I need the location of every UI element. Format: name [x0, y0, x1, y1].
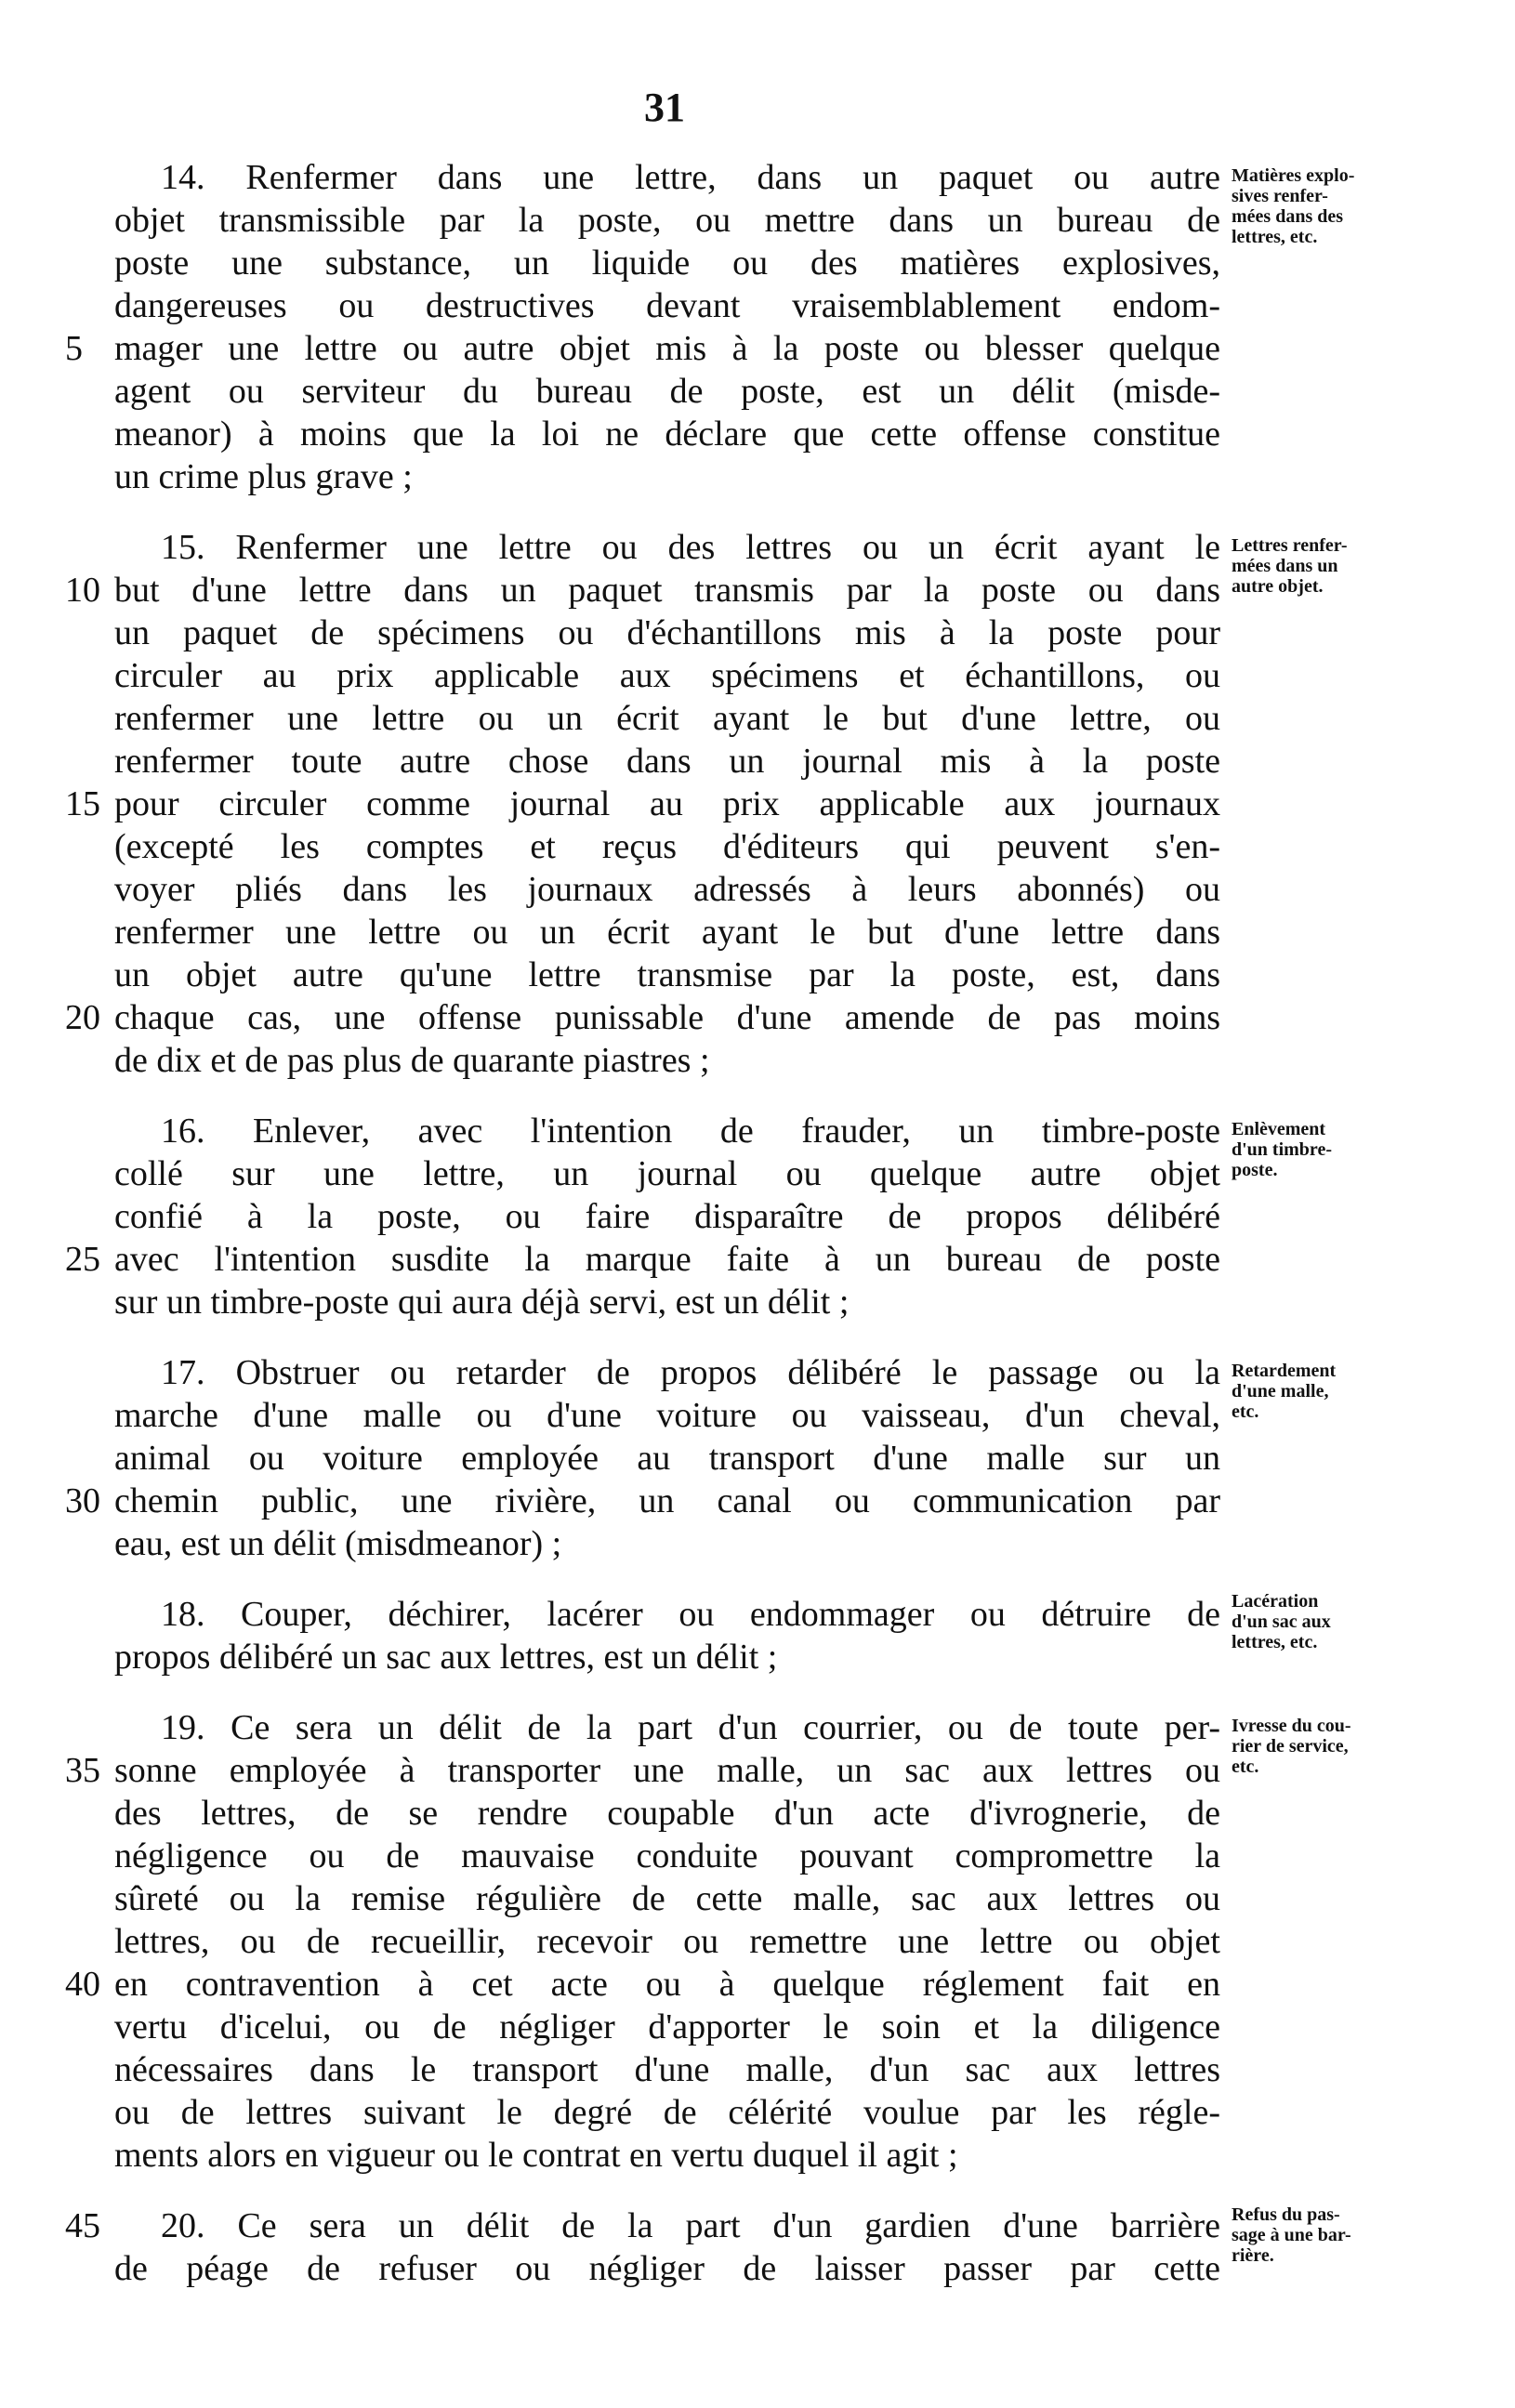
text-line: négligence ou de mauvaise conduite pouvant compromettre la — [114, 1836, 1220, 1875]
text-line: renfermer une lettre ou un écrit ayant le but d'une lettre, ou — [114, 699, 1220, 738]
text-line: nécessaires dans le transport d'une malle, d'un sac aux lettres — [114, 2050, 1220, 2089]
text-line: en contravention à cet acte ou à quelque réglement fait en — [114, 1965, 1220, 2004]
text-line: renfermer toute autre chose dans un journal mis à la poste — [114, 742, 1220, 781]
text-line: lettres, ou de recueillir, recevoir ou remettre une lettre ou objet — [114, 1922, 1220, 1961]
line-number: 20 — [65, 998, 100, 1037]
margin-note: Retardement d'une malle, etc. — [1232, 1361, 1337, 1422]
text-line: sonne employée à transporter une malle, un sac aux lettres ou — [114, 1751, 1220, 1790]
text-line: 20. Ce sera un délit de la part d'un gardien d'une barrière — [161, 2206, 1220, 2245]
margin-note: Enlèvement d'un timbre- poste. — [1232, 1119, 1332, 1180]
text-line: meanor) à moins que la loi ne déclare que cette offense constitue — [114, 414, 1220, 454]
text-line: voyer pliés dans les journaux adressés à leurs abonnés) ou — [114, 870, 1220, 909]
line-number: 35 — [65, 1751, 100, 1790]
line-number: 40 — [65, 1965, 100, 2004]
text-line: un crime plus grave ; — [114, 457, 413, 496]
text-line: chaque cas, une offense punissable d'une amende de pas moins — [114, 998, 1220, 1037]
line-number: 15 — [65, 784, 100, 823]
line-number: 25 — [65, 1240, 100, 1279]
text-line: propos délibéré un sac aux lettres, est un délit ; — [114, 1638, 778, 1677]
line-number: 5 — [65, 329, 83, 368]
line-number: 45 — [65, 2206, 100, 2245]
text-line: (excepté les comptes et reçus d'éditeurs qui peuvent s'en- — [114, 827, 1220, 866]
text-line: collé sur une lettre, un journal ou quelque autre objet — [114, 1154, 1220, 1193]
margin-note: Matières explo- sives renfer- mées dans des lettres, etc. — [1232, 165, 1355, 247]
text-line: vertu d'icelui, ou de négliger d'apporter le soin et la diligence — [114, 2007, 1220, 2046]
text-line: 17. Obstruer ou retarder de propos délibéré le passage ou la — [161, 1353, 1220, 1392]
text-line: de péage de refuser ou négliger de laisser passer par cette — [114, 2249, 1220, 2288]
text-line: 18. Couper, déchirer, lacérer ou endommager ou détruire de — [161, 1595, 1220, 1634]
page-number: 31 — [644, 85, 685, 130]
text-line: confié à la poste, ou faire disparaître de propos délibéré — [114, 1197, 1220, 1236]
text-line: ments alors en vigueur ou le contrat en vertu duquel il agit ; — [114, 2136, 958, 2175]
text-line: de dix et de pas plus de quarante piastres ; — [114, 1041, 710, 1080]
text-line: chemin public, une rivière, un canal ou communication par — [114, 1481, 1220, 1520]
text-line: animal ou voiture employée au transport d'une malle sur un — [114, 1439, 1220, 1478]
text-line: sur un timbre-poste qui aura déjà servi, est un délit ; — [114, 1283, 850, 1322]
line-number: 10 — [65, 571, 100, 610]
text-line: ou de lettres suivant le degré de célérité voulue par les régle- — [114, 2093, 1220, 2132]
text-line: avec l'intention susdite la marque faite à un bureau de poste — [114, 1240, 1220, 1279]
text-line: 15. Renfermer une lettre ou des lettres ou un écrit ayant le — [161, 528, 1220, 567]
line-number: 30 — [65, 1481, 100, 1520]
text-line: eau, est un délit (misdmeanor) ; — [114, 1524, 562, 1563]
text-line: un paquet de spécimens ou d'échantillons mis à la poste pour — [114, 613, 1220, 652]
text-line: renfermer une lettre ou un écrit ayant le but d'une lettre dans — [114, 913, 1220, 952]
text-line: pour circuler comme journal au prix applicable aux journaux — [114, 784, 1220, 823]
text-line: but d'une lettre dans un paquet transmis par la poste ou dans — [114, 571, 1220, 610]
text-line: circuler au prix applicable aux spécimens et échantillons, ou — [114, 656, 1220, 695]
text-line: sûreté ou la remise régulière de cette malle, sac aux lettres ou — [114, 1879, 1220, 1918]
text-line: agent ou serviteur du bureau de poste, est un délit (misde- — [114, 372, 1220, 411]
text-line: un objet autre qu'une lettre transmise par la poste, est, dans — [114, 955, 1220, 994]
text-line: objet transmissible par la poste, ou mettre dans un bureau de — [114, 201, 1220, 240]
text-line: 14. Renfermer dans une lettre, dans un paquet ou autre — [161, 158, 1220, 197]
margin-note: Ivresse du cou- rier de service, etc. — [1232, 1716, 1351, 1777]
text-line: poste une substance, un liquide ou des matières explosives, — [114, 243, 1220, 283]
margin-note: Refus du pas- sage à une bar- rière. — [1232, 2204, 1351, 2266]
text-line: des lettres, de se rendre coupable d'un acte d'ivrognerie, de — [114, 1794, 1220, 1833]
margin-note: Lettres renfer- mées dans un autre objet. — [1232, 535, 1348, 597]
margin-note: Lacération d'un sac aux lettres, etc. — [1232, 1591, 1331, 1652]
text-line: 16. Enlever, avec l'intention de frauder, un timbre-poste — [161, 1112, 1220, 1151]
text-line: mager une lettre ou autre objet mis à la poste ou blesser quelque — [114, 329, 1220, 368]
text-line: marche d'une malle ou d'une voiture ou vaisseau, d'un cheval, — [114, 1396, 1220, 1435]
text-line: 19. Ce sera un délit de la part d'un courrier, ou de toute per- — [161, 1708, 1220, 1747]
text-line: dangereuses ou destructives devant vraisemblablement endom- — [114, 286, 1220, 325]
